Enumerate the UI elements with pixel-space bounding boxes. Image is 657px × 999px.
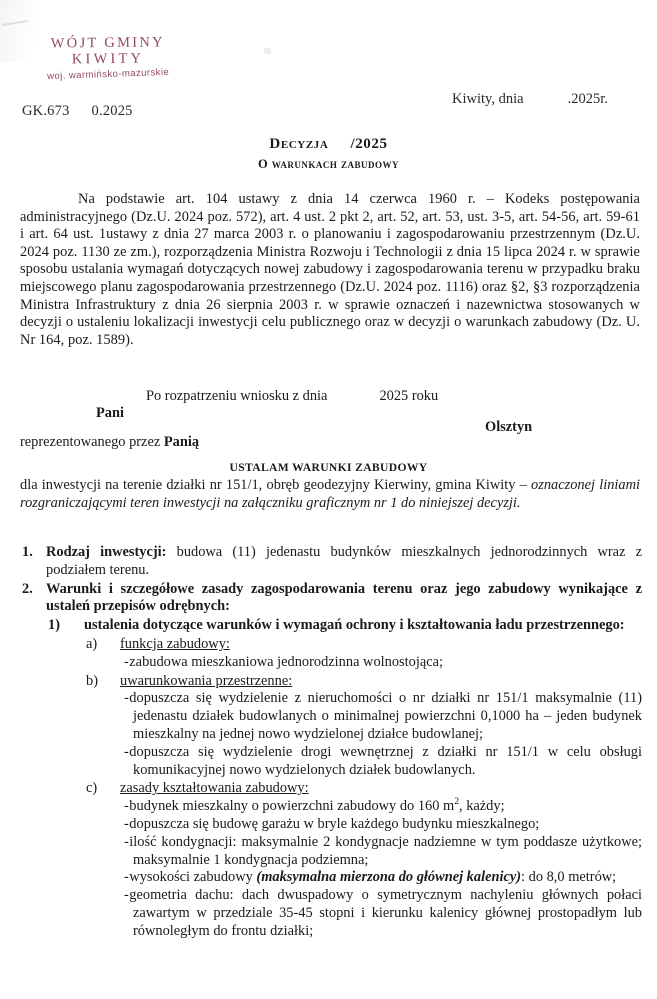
letter-item-a-marker: a) (86, 635, 98, 652)
document-title-text: Decyzja (269, 136, 329, 152)
document-title-number: /2025 (350, 136, 388, 152)
ruling-heading: USTALAM WARUNKI ZABUDOWY (229, 461, 428, 474)
letter-c-dash-2: -dopuszcza się budowę garażu w bryle każdego budynku mieszkalnego; (124, 815, 540, 832)
stamp-line-voivodeship: woj. warmińsko-mazurskie (46, 67, 170, 83)
application-year: 2025 roku (379, 388, 439, 404)
letter-c-dash-4-italic: (maksymalna mierzona do głównej kalenicy) (256, 869, 522, 886)
stamp-line-authority: WÓJT GMINY (50, 34, 165, 52)
letter-b-dash-1: -dopuszcza się wydzielenie z nieruchomości o nr działki nr 151/1 maksymalnie (11) jedenastu działek budowlanych o minimalnej powierzchni 0,1000 ha – jeden budynek mieszkalny na jednej nowo wydzielonej działce budowlanej; (124, 690, 642, 742)
letter-item-c-marker: c) (86, 780, 98, 797)
list-item-1 (20, 544, 642, 580)
applicant-city: Olsztyn (485, 419, 533, 435)
letter-c-dash-2-text: dopuszcza się budowę garażu w bryle każdego budynku mieszkalnego; (129, 815, 540, 832)
official-stamp (23, 35, 193, 81)
document-title (0, 136, 657, 153)
case-number: GK.673 (22, 103, 70, 119)
application-block (0, 388, 657, 450)
letter-c-dash-4: -wysokości zabudowy (maksymalna mierzona do głównej kalenicy): do 8,0 metrów; (124, 869, 617, 886)
application-intro-line (146, 388, 438, 406)
letter-c-dash-4-post: : do 8,0 metrów; (521, 869, 617, 886)
representative-line (20, 434, 199, 452)
letter-c-dash-5: -geometria dachu: dach dwuspadowy o symetrycznym nachyleniu głównych połaci zawartym w przedziale 35-45 stopni i kierunku kalenicy głównej prostopadłym lub równoległym do frontu działki; (124, 887, 642, 939)
list-item-1-marker: 1. (22, 544, 33, 560)
place-and-date (452, 91, 608, 108)
sublist-item-1 (46, 617, 642, 635)
date-year: .2025r. (567, 91, 608, 107)
letter-item-b (84, 673, 642, 691)
letter-c-dash-5-text: geometria dachu: dach dwuspadowy o symetrycznym nachyleniu głównych połaci zawartym w przedziale 35-45 stopni i kierunku kalenicy głównej prostopadłym lub równoległym do frontu działki; (129, 887, 642, 939)
scan-artifact-speck (264, 48, 271, 54)
stamp-line-municipality: KIWITY (71, 50, 145, 68)
letter-item-b-heading: uwarunkowania przestrzenne: (120, 672, 293, 689)
letter-c-dash-3: -ilość kondygnacji: maksymalnie 2 kondygnacje nadziemne w tym poddasze użytkowe; maksymalnie 1 kondygnacja podziemna; (124, 833, 642, 868)
letter-item-c-heading: zasady kształtowania zabudowy: (120, 780, 309, 797)
letter-a-dash-1: -zabudowa mieszkaniowa jednorodzinna wolnostojąca; (124, 653, 443, 670)
document-subtitle: O warunkach zabudowy (258, 157, 399, 171)
letter-item-c (84, 780, 642, 798)
legal-basis-paragraph (20, 191, 640, 349)
list-item-2 (20, 581, 642, 617)
case-suffix: 0.2025 (91, 103, 133, 119)
preamble-section (20, 191, 640, 349)
sublist-item-1-marker: 1) (48, 617, 60, 634)
letter-item-a (84, 636, 642, 654)
letter-b-dash-1-text: dopuszcza się wydzielenie z nieruchomości o nr działki nr 151/1 maksymalnie (11) jedenastu działek budowlanych o minimalnej powierzchni 0,1000 ha – jeden budynek mieszkalny na jednej nowo wydzielonej działce budowlanej; (129, 690, 642, 742)
list-item-1-label: Rodzaj inwestycji: (46, 544, 167, 560)
case-reference (22, 103, 133, 120)
letter-c-dash-1-superscript: 2 (454, 796, 460, 808)
letter-c-dash-3-text: ilość kondygnacji: maksymalnie 2 kondygnacje nadziemne w tym poddasze użytkowe; maksymalnie 1 kondygnacja podziemna; (129, 833, 642, 868)
letter-b-dash-2-text: dopuszcza się wydzielenie drogi wewnętrznej z działki nr 151/1 w celu obsługi komunikacyjnej nowo wydzielonych działek budowlanych. (129, 743, 642, 778)
application-intro-text: Po rozpatrzeniu wniosku z dnia (146, 388, 328, 404)
applicant-title: Pani (96, 405, 124, 421)
list-item-2-text: Warunki i szczegółowe zasady zagospodarowania terenu oraz jego zabudowy wynikające z ustaleń przepisów odrębnych: (46, 580, 642, 615)
representative-title: Panią (163, 434, 200, 450)
investment-scope (20, 477, 640, 512)
letter-item-a-heading: funkcja zabudowy: (120, 635, 230, 652)
letter-c-dash-1-pre: budynek mieszkalny o powierzchni zabudowy do 160 m (129, 798, 455, 815)
place-label: Kiwity, dnia (452, 91, 524, 107)
scan-artifact-streak (2, 20, 28, 26)
letter-c-dash-1-post: , każdy; (459, 798, 505, 815)
investment-scope-plain: dla inwestycji na terenie działki nr 151/1, obręb geodezyjny Kierwiny, gmina Kiwity – (20, 477, 532, 493)
list-item-2-marker: 2. (22, 580, 33, 597)
letter-item-b-marker: b) (86, 672, 98, 689)
legal-basis-text: Na podstawie art. 104 ustawy z dnia 14 czerwca 1960 r. – Kodeks postępowania administracyjnego (Dz.U. 2024 poz. 572), art. 4 ust. 2 pkt 2, art. 52, art. 53, ust. 3-5, art. 54-56, art. 59-61 i art. 64 ust. 1ustawy z dnia 27 marca 2003 r. o planowaniu i zagospodarowaniu przestrzennym (Dz.U. 2024 poz. 1130 ze zm.), rozporządzenia Ministra Rozwoju i Technologii z dnia 15 lipca 2024 r. w sprawie sposobu ustalania wymagań dotyczących nowej zabudowy i zagospodarowania terenu w przypadku braku miejscowego planu zagospodarowania przestrzennego (Dz.U. 2024 poz. 1116) oraz §2, §3 rozporządzenia Ministra Infrastruktury z dnia 26 sierpnia 2003 r. w sprawie oznaczeń i nazewnictwa stosowanych w decyzji o ustaleniu lokalizacji inwestycji celu publicznego oraz w decyzji o warunkach zabudowy (Dz. U. Nr 164, poz. 1589). (20, 191, 640, 348)
list-item-1-text: budowa (11) jedenastu budynków mieszkalnych jednorodzinnych wraz z podziałem terenu. (46, 544, 643, 578)
letter-a-dash-1-text: zabudowa mieszkaniowa jednorodzinna wolnostojąca; (129, 653, 443, 670)
letter-c-dash-4-pre: wysokości zabudowy (129, 869, 257, 886)
conditions-list (20, 544, 642, 941)
representative-prefix: reprezentowanego przez (20, 434, 164, 450)
letter-b-dash-2: -dopuszcza się wydzielenie drogi wewnętrznej z działki nr 151/1 w celu obsługi komunikacyjnej nowo wydzielonych działek budowlanych. (124, 743, 642, 778)
investment-scope-italic: oznaczonej liniami rozgraniczającymi teren inwestycji na załączniku graficznym nr 1 do niniejszej decyzji. (20, 477, 640, 511)
sublist-item-1-text: ustalenia dotyczące warunków i wymagań ochrony i kształtowania ładu przestrzennego: (84, 617, 625, 634)
letter-c-dash-1: -budynek mieszkalny o powierzchni zabudowy do 160 $m^2$, każdy; (124, 796, 505, 815)
